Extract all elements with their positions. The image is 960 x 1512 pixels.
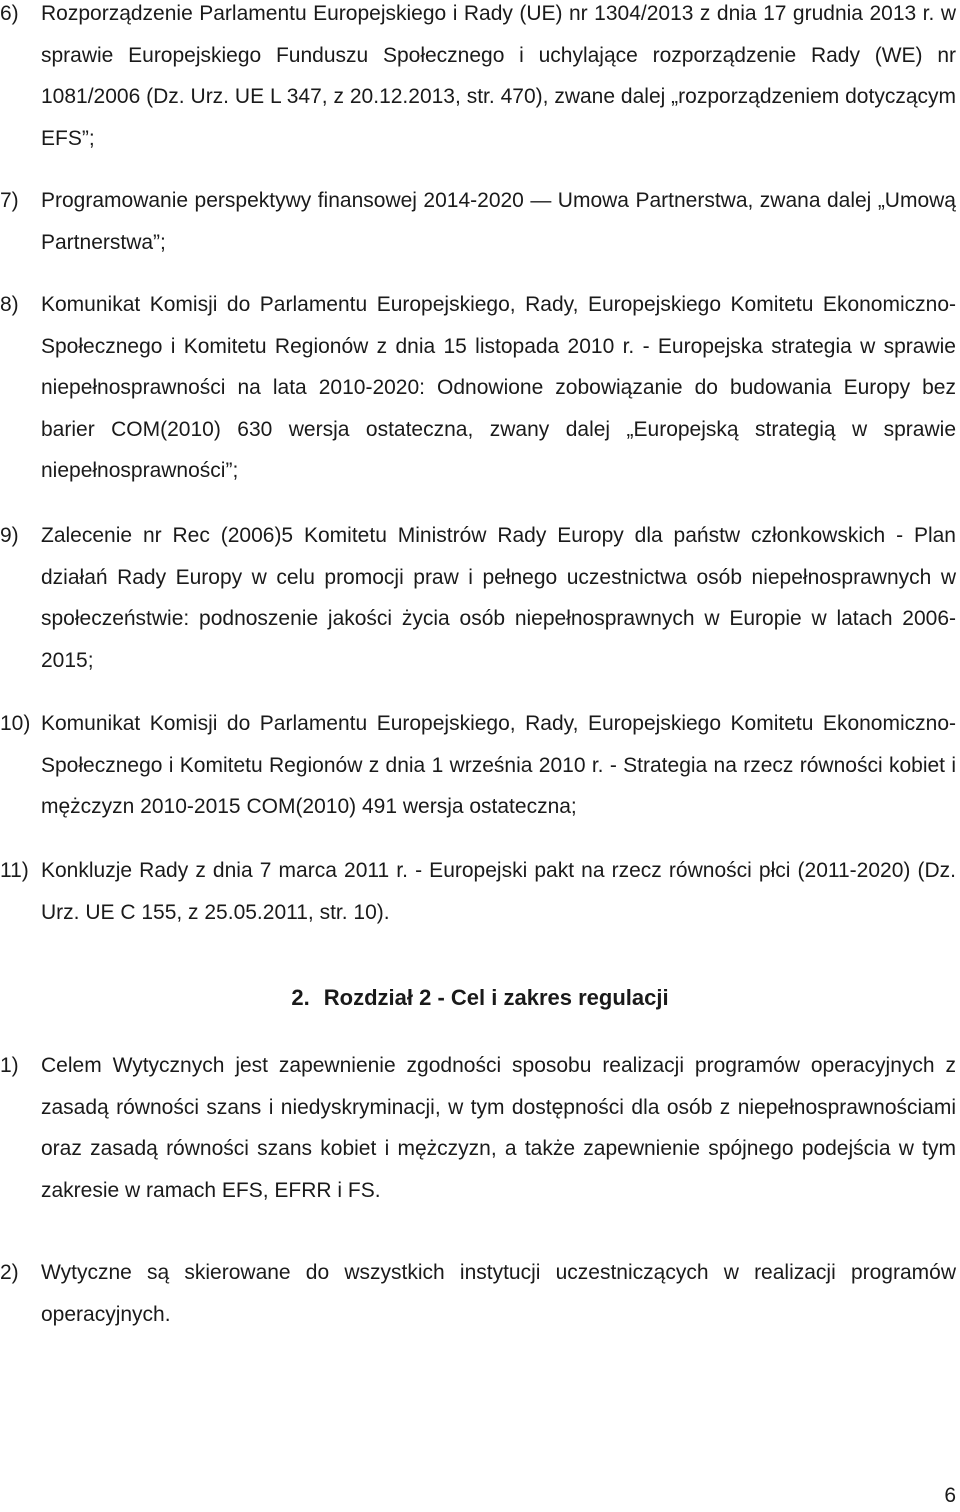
section-heading-title: Rozdział 2 - Cel i zakres regulacji: [323, 985, 669, 1010]
list-item-number: 9): [0, 524, 19, 547]
list-item-number: 7): [0, 189, 19, 212]
list-item-text: Celem Wytycznych jest zapewnienie zgodności sposobu realizacji programów operacyjnych z zasadą równości szans i niedyskryminacji, w tym dostępności dla osób z niepełnosprawnościami oraz zasadą równości szans kobiet i mężczyzn, a także zapewnienie spójnego podejścia w tym zakresie w ramach EFS, EFRR i FS.: [41, 1054, 956, 1202]
list-item-number: 1): [0, 1054, 19, 1077]
list-item-number: 2): [0, 1261, 19, 1284]
list-item-text: Wytyczne są skierowane do wszystkich instytucji uczestniczących w realizacji programów operacyjnych.: [41, 1261, 956, 1326]
list-item-number: 8): [0, 293, 19, 316]
list-item-number: 6): [0, 2, 19, 25]
goal-item-2: [0, 1252, 956, 1335]
list-item-10: [0, 703, 956, 828]
list-item-text: Konkluzje Rady z dnia 7 marca 2011 r. - Europejski pakt na rzecz równości płci (2011-2020) (Dz. Urz. UE C 155, z 25.05.2011, str. 10).: [41, 859, 956, 924]
list-item-text: Zalecenie nr Rec (2006)5 Komitetu Ministrów Rady Europy dla państw członkowskich - Plan działań Rady Europy w celu promocji praw i pełnego uczestnictwa osób niepełnosprawnych w społeczeństwie: podnoszenie jakości życia osób niepełnosprawnych w Europie w latach 2006-2015;: [41, 524, 956, 672]
list-item-text: Komunikat Komisji do Parlamentu Europejskiego, Rady, Europejskiego Komitetu Ekonomiczno-Społecznego i Komitetu Regionów z dnia 1 września 2010 r. - Strategia na rzecz równości kobiet i mężczyzn 2010-2015 COM(2010) 491 wersja ostateczna;: [41, 712, 956, 818]
section-heading-number: 2.: [291, 985, 310, 1010]
list-item-number: 11): [0, 859, 29, 882]
list-item-text: Komunikat Komisji do Parlamentu Europejskiego, Rady, Europejskiego Komitetu Ekonomiczno-Społecznego i Komitetu Regionów z dnia 15 listopada 2010 r. - Europejska strategia w sprawie niepełnosprawności na lata 2010-2020: Odnowione zobowiązanie do budowania Europy bez barier COM(2010) 630 wersja ostateczna, zwany dalej „Europejską strategią w sprawie niepełnosprawności”;: [41, 293, 956, 482]
list-item-7: [0, 180, 956, 263]
page-number: 6: [944, 1484, 956, 1507]
list-item-text: Programowanie perspektywy finansowej 2014-2020 ― Umowa Partnerstwa, zwana dalej „Umową Partnerstwa”;: [41, 189, 956, 254]
section-heading: [0, 978, 960, 1018]
list-item-11: [0, 850, 956, 933]
list-item-8: [0, 284, 956, 492]
list-item-text: Rozporządzenie Parlamentu Europejskiego i Rady (UE) nr 1304/2013 z dnia 17 grudnia 2013 r. w sprawie Europejskiego Funduszu Społecznego i uchylające rozporządzenie Rady (WE) nr 1081/2006 (Dz. Urz. UE L 347, z 20.12.2013, str. 470), zwane dalej „rozporządzeniem dotyczącym EFS”;: [41, 2, 956, 150]
list-item-number: 10): [0, 712, 31, 735]
list-item-9: [0, 515, 956, 681]
list-item-6: [0, 0, 956, 159]
goal-item-1: [0, 1045, 956, 1211]
